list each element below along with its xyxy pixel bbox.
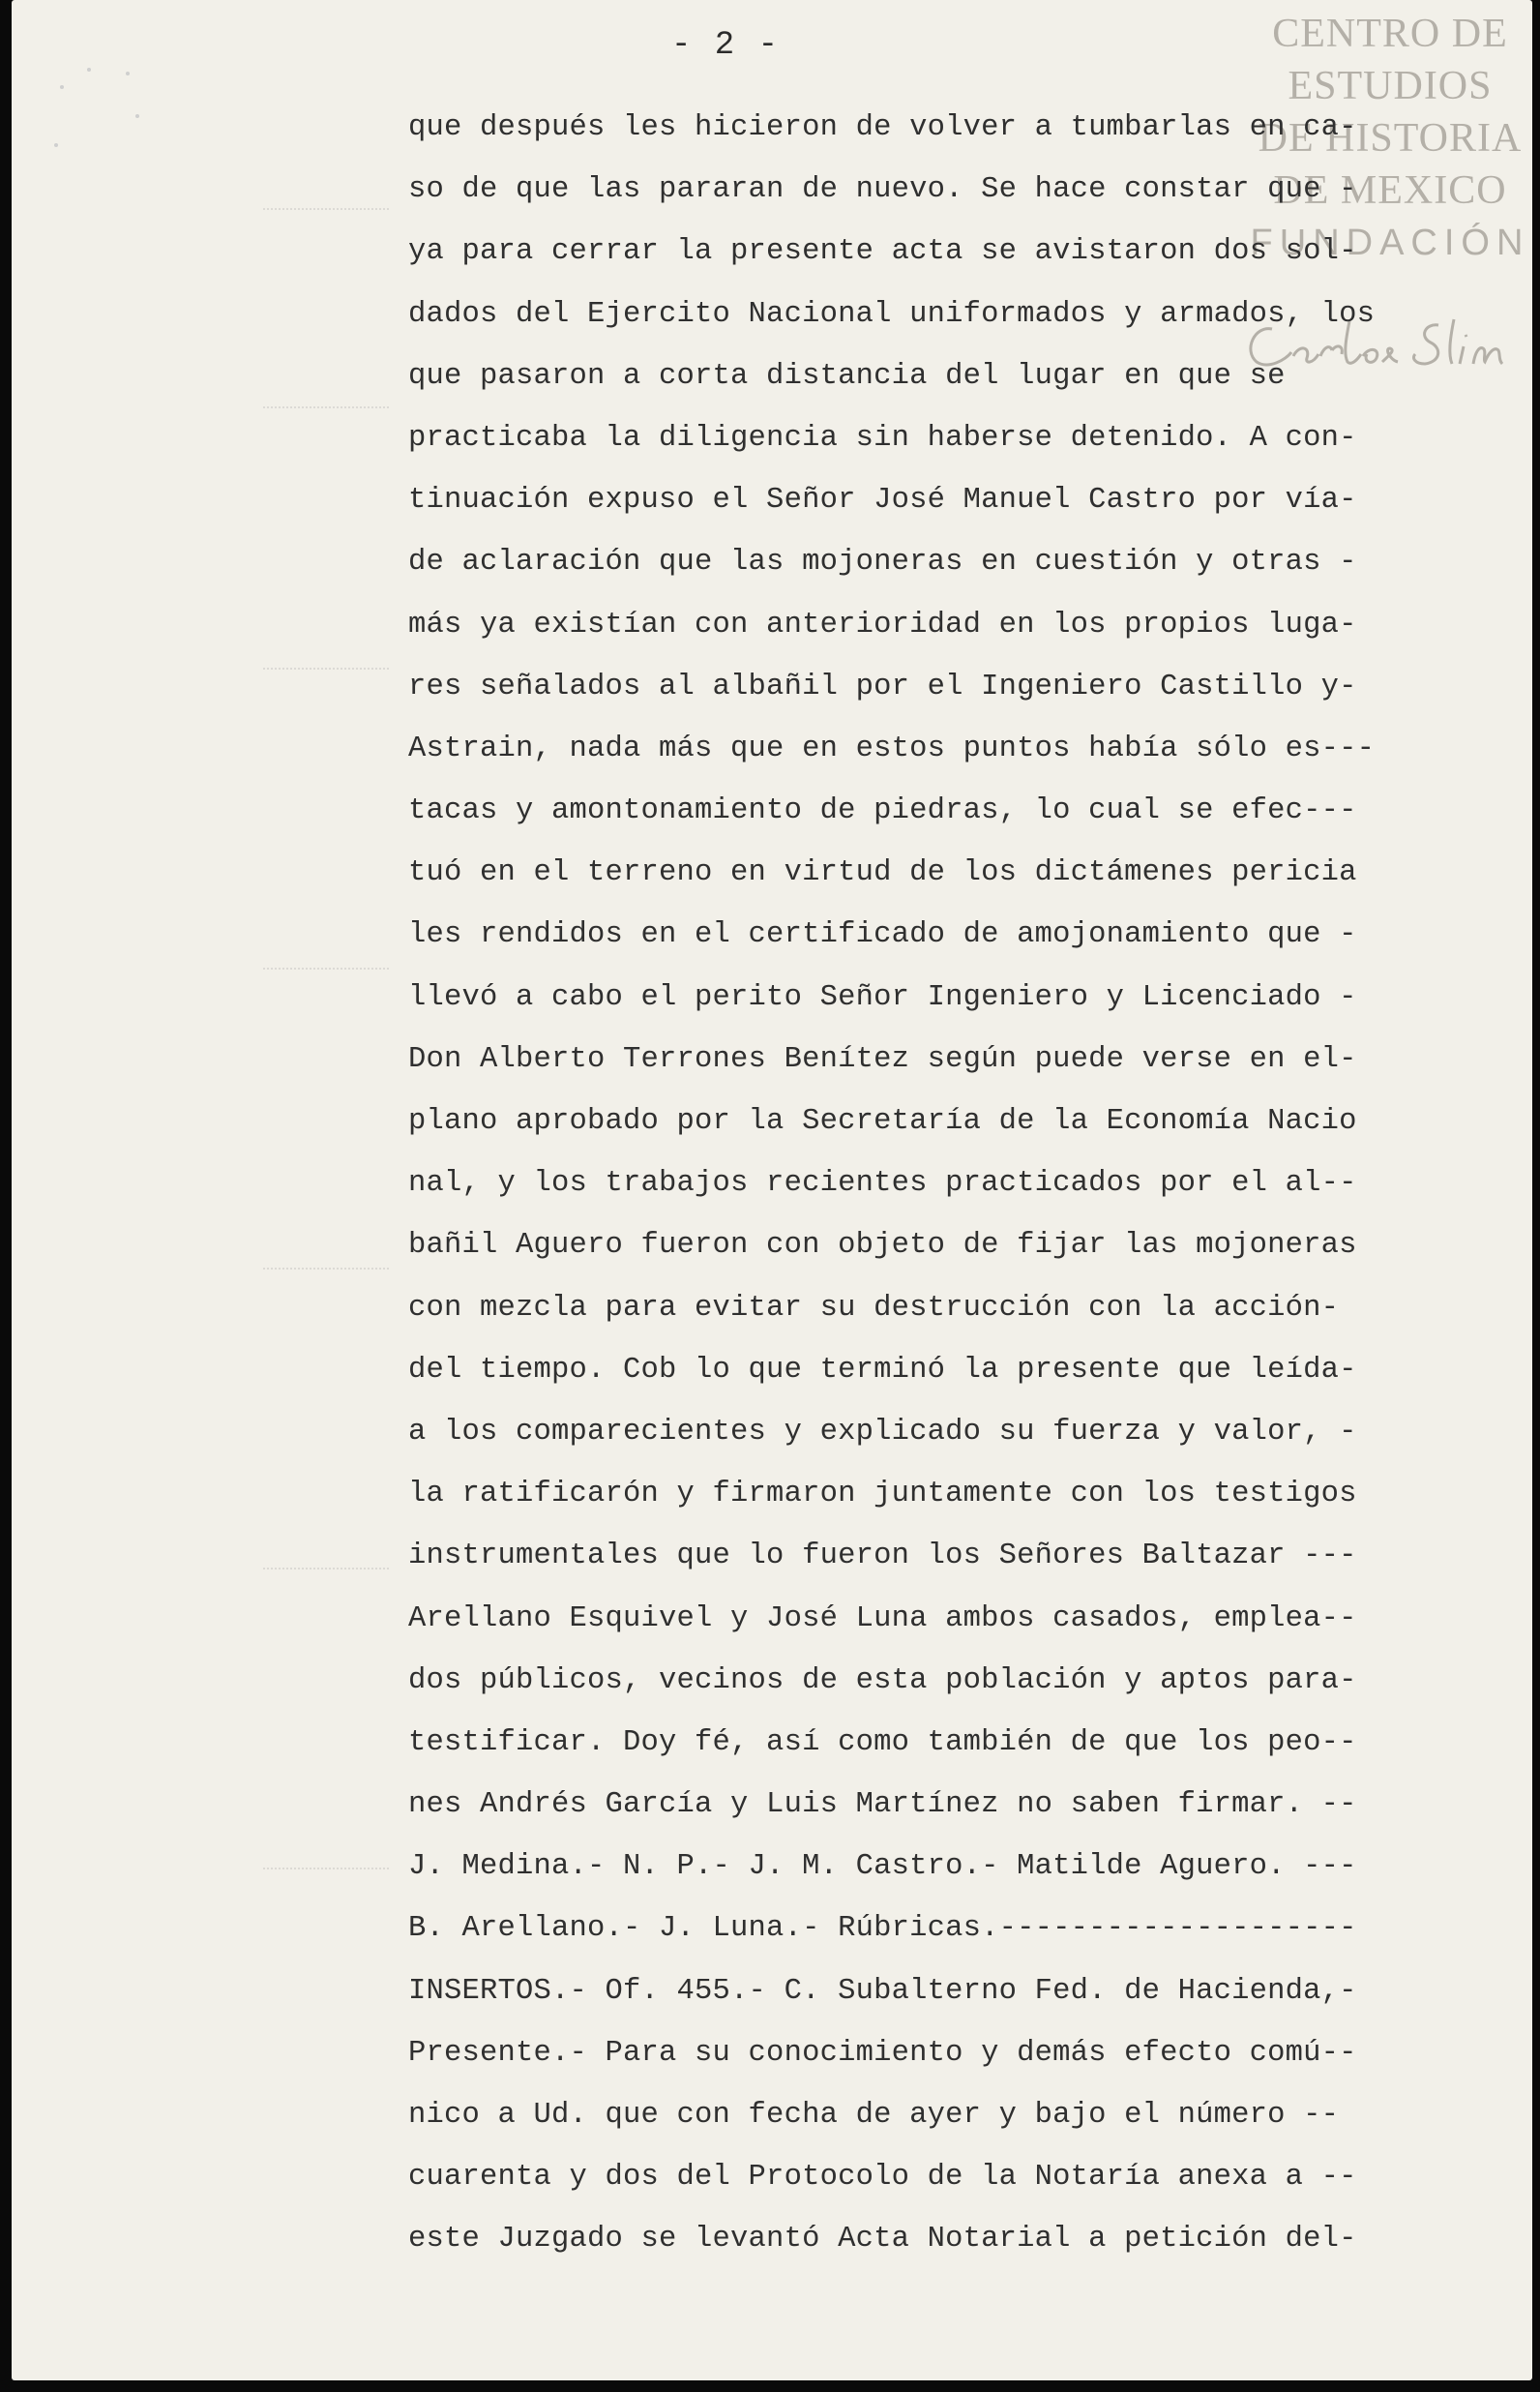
text-line: J. Medina.- N. P.- J. M. Castro.- Matilde Aguero. ---	[408, 1850, 1357, 1884]
text-line: llevó a cabo el perito Señor Ingeniero y Licenciado -	[408, 980, 1357, 1014]
watermark-foundation: FUNDACIÓN	[1250, 223, 1530, 263]
bleed-through-mark	[263, 668, 389, 670]
paper-speck	[87, 68, 91, 72]
text-line: que pasaron a corta distancia del lugar en que se	[408, 359, 1286, 393]
text-line: del tiempo. Cob lo que terminó la presente que leída-	[408, 1353, 1357, 1387]
text-line: nico a Ud. que con fecha de ayer y bajo el número --	[408, 2099, 1340, 2132]
page-number: - 2 -	[671, 27, 781, 64]
bleed-through-mark	[263, 1868, 389, 1869]
paper-speck	[60, 85, 64, 89]
watermark-line-3: DE HISTORIA	[1258, 116, 1523, 161]
text-line: instrumentales que lo fueron los Señores Baltazar ---	[408, 1540, 1357, 1573]
typed-text-block	[408, 97, 1414, 2271]
text-line: Astrain, nada más que en estos puntos había sólo es---	[408, 732, 1376, 765]
bleed-through-mark	[263, 208, 389, 210]
bleed-through-mark	[263, 406, 389, 408]
text-line: la ratificarón y firmaron juntamente con los testigos	[408, 1478, 1357, 1511]
text-line: B. Arellano.- J. Luna.- Rúbricas.--------------------	[408, 1912, 1357, 1946]
text-line: plano aprobado por la Secretaría de la Economía Nacio	[408, 1105, 1357, 1138]
text-line: ya para cerrar la presente acta se avistaron dos sol-	[408, 235, 1357, 269]
text-line: nes Andrés García y Luis Martínez no saben firmar. --	[408, 1788, 1357, 1822]
text-line: nal, y los trabajos recientes practicados por el al--	[408, 1167, 1357, 1201]
text-line: este Juzgado se levantó Acta Notarial a petición del-	[408, 2223, 1357, 2257]
text-line: bañil Aguero fueron con objeto de fijar las mojoneras	[408, 1229, 1357, 1263]
text-line: Arellano Esquivel y José Luna ambos casados, emplea--	[408, 1601, 1357, 1635]
text-line: tinuación expuso el Señor José Manuel Castro por vía-	[408, 484, 1357, 518]
text-line: de aclaración que las mojoneras en cuestión y otras -	[408, 546, 1357, 580]
text-line: so de que las pararan de nuevo. Se hace constar que -	[408, 173, 1357, 207]
text-line: dados del Ejercito Nacional uniformados y armados, los	[408, 297, 1376, 331]
text-line: dos públicos, vecinos de esta población y aptos para-	[408, 1663, 1357, 1697]
watermark-line-1: CENTRO DE	[1272, 12, 1508, 56]
text-line: más ya existían con anterioridad en los propios luga-	[408, 608, 1357, 642]
text-line: testificar. Doy fé, así como también de que los peo--	[408, 1725, 1357, 1759]
bleed-through-mark	[263, 1568, 389, 1570]
bleed-through-mark	[263, 1268, 389, 1270]
text-line: con mezcla para evitar su destrucción con la acción-	[408, 1291, 1340, 1325]
watermark-line-2: ESTUDIOS	[1288, 64, 1493, 108]
text-line: les rendidos en el certificado de amojonamiento que -	[408, 918, 1357, 952]
text-line: Don Alberto Terrones Benítez según puede verse en el-	[408, 1042, 1357, 1076]
text-line: res señalados al albañil por el Ingeniero Castillo y-	[408, 670, 1357, 703]
text-line: cuarenta y dos del Protocolo de la Notaría anexa a --	[408, 2161, 1357, 2195]
text-line: practicaba la diligencia sin haberse detenido. A con-	[408, 421, 1357, 455]
text-line: tuó en el terreno en virtud de los dictámenes pericia	[408, 856, 1357, 890]
text-line: Presente.- Para su conocimiento y demás efecto comú--	[408, 2036, 1357, 2070]
text-line: a los comparecientes y explicado su fuerza y valor, -	[408, 1415, 1357, 1449]
watermark-line-4: DE MEXICO	[1273, 168, 1507, 213]
document-page	[12, 0, 1532, 2380]
text-line: INSERTOS.- Of. 455.- C. Subalterno Fed. de Hacienda,-	[408, 1974, 1357, 2008]
text-line: tacas y amontonamiento de piedras, lo cual se efec---	[408, 794, 1357, 828]
paper-speck	[54, 143, 58, 147]
paper-speck	[135, 114, 139, 118]
bleed-through-mark	[263, 968, 389, 970]
text-line: que después les hicieron de volver a tumbarlas en ca-	[408, 111, 1357, 144]
paper-speck	[126, 72, 130, 75]
